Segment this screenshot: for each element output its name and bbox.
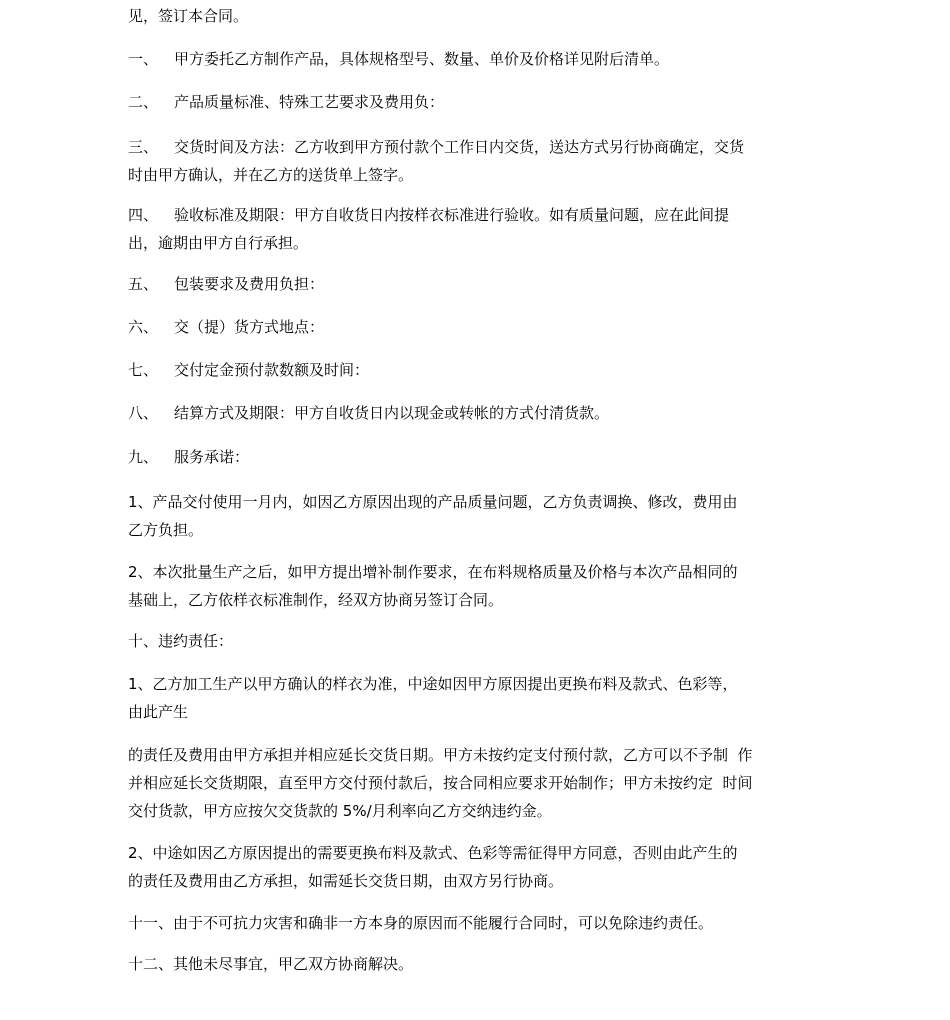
clause-text: 包装要求及费用负担： [174,275,325,293]
clause-10-sub-1-para-2-line-3: 交付货款，甲方应按欠交货款的 5%/月利率向乙方交纳违约金。 [128,802,552,820]
clause-9-sub-1-line-2: 乙方负担。 [128,521,204,539]
clause-10-heading: 十、违约责任： [128,632,234,650]
clause-9-sub-2-line-2: 基础上，乙方依样衣标准制作，经双方协商另签订合同。 [128,591,504,609]
clause-10-sub-2-line-2: 的责任及费用由乙方承担，如需延长交货日期，由双方另行协商。 [128,872,564,890]
clause-text: 交（提）货方式地点： [174,318,325,336]
clause-number: 一、 [128,50,159,68]
clause-text: 验收标准及期限：甲方自收货日内按样衣标准进行验收。如有质量问题，应在此间提 [174,206,730,224]
clause-7 [128,356,808,384]
clause-2 [128,88,808,116]
clause-text: 结算方式及期限：甲方自收货日内以现金或转帐的方式付清货款。 [174,404,610,422]
clause-9-sub-2-line-1: 2、本次批量生产之后，如甲方提出增补制作要求，在布料规格质量及价格与本次产品相同的 [128,563,738,581]
clause-number: 七、 [128,361,159,379]
clause-number: 二、 [128,93,159,111]
clause-3 [128,133,808,161]
clause-number: 四、 [128,206,159,224]
clause-number: 三、 [128,138,159,156]
clause-text: 产品质量标准、特殊工艺要求及费用负： [174,93,445,111]
clause-12: 十二、其他未尽事宜，甲乙双方协商解决。 [128,955,414,973]
contract-body [128,0,808,978]
clause-4-continuation: 出，逾期由甲方自行承担。 [128,234,309,252]
clause-1 [128,45,808,73]
clause-number: 八、 [128,404,159,422]
clause-3-continuation: 时由甲方确认，并在乙方的送货单上签字。 [128,166,414,184]
clause-6 [128,313,808,341]
clause-text: 交货时间及方法：乙方收到甲方预付款个工作日内交货，送达方式另行协商确定，交货 [174,138,745,156]
clause-10-sub-1-line-1: 1、乙方加工生产以甲方确认的样衣为准，中途如因甲方原因提出更换布料及款式、色彩等， [128,675,738,693]
clause-5 [128,270,808,298]
clause-9-sub-1-line-1: 1、产品交付使用一月内，如因乙方原因出现的产品质量问题，乙方负责调换、修改，费用由 [128,493,738,511]
clause-number: 六、 [128,318,159,336]
clause-10-sub-2-line-1: 2、中途如因乙方原因提出的需要更换布料及款式、色彩等需征得甲方同意，否则由此产生的 [128,844,738,862]
clause-10-sub-1-para-2-line-2: 并相应延长交货期限，直至甲方交付预付款后，按合同相应要求开始制作；甲方未按约定 时间 [128,774,753,792]
clause-number: 五、 [128,275,159,293]
clause-9 [128,443,808,471]
clause-10-sub-1-line-2: 由此产生 [128,703,189,721]
clause-11: 十一、由于不可抗力灾害和确非一方本身的原因而不能履行合同时，可以免除违约责任。 [128,914,714,932]
clause-4 [128,201,808,229]
intro-line: 见，签订本合同。 [128,7,249,25]
clause-text: 服务承诺： [174,448,250,466]
clause-text: 交付定金预付款数额及时间： [174,361,370,379]
clause-text: 甲方委托乙方制作产品，具体规格型号、数量、单价及价格详见附后清单。 [174,50,670,68]
clause-number: 九、 [128,448,159,466]
clause-8 [128,399,808,427]
clause-10-sub-1-para-2-line-1: 的责任及费用由甲方承担并相应延长交货日期。甲方未按约定支付预付款，乙方可以不予制 作 [128,746,753,764]
